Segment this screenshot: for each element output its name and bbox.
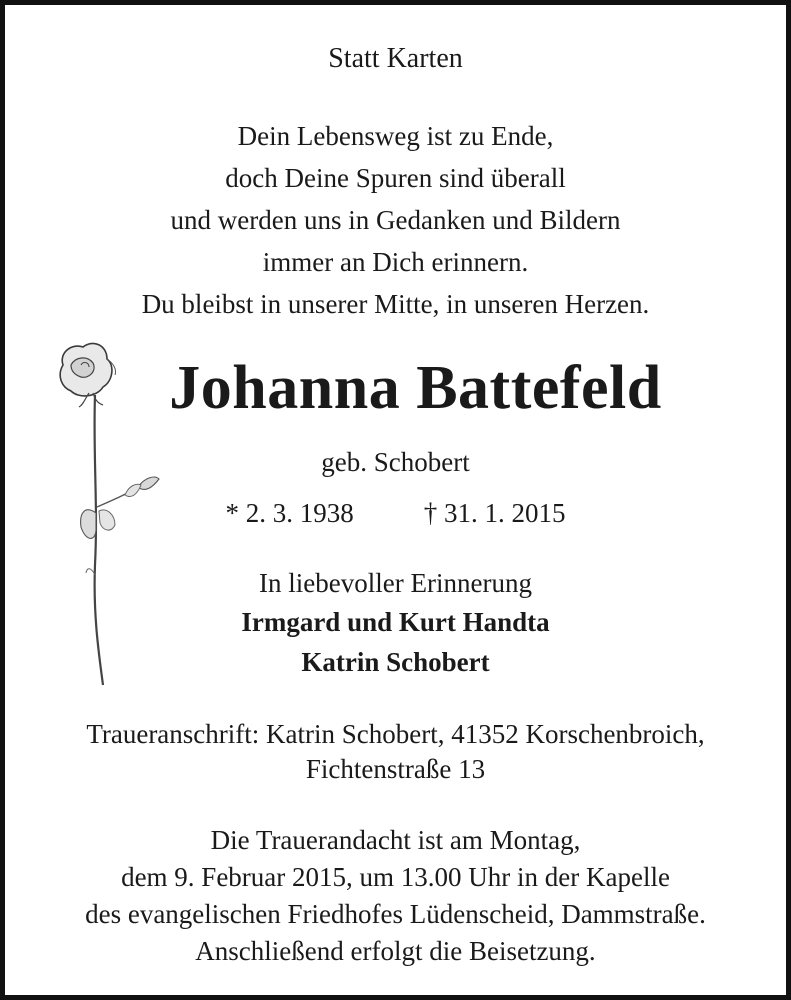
heading: Statt Karten xyxy=(328,43,463,74)
service-info: des evangelischen Friedhofes Lüdenscheid, Dammstraße. xyxy=(85,899,706,929)
family-name: Irmgard und Kurt Handta xyxy=(241,607,550,637)
birth-name: geb. Schobert xyxy=(321,447,470,477)
poem-line: Du bleibst in unserer Mitte, in unseren Herzen. xyxy=(141,289,650,319)
death-date: † 31. 1. 2015 xyxy=(423,498,566,528)
poem-line: doch Deine Spuren sind überall xyxy=(225,163,566,193)
poem-line: und werden uns in Gedanken und Bildern xyxy=(170,205,621,235)
poem-line: Dein Lebensweg ist zu Ende, xyxy=(237,121,554,151)
service-info: Die Trauerandacht ist am Montag, xyxy=(210,825,581,855)
poem xyxy=(5,115,786,325)
poem-line: immer an Dich erinnern. xyxy=(262,247,529,277)
mourning-address: Fichtenstraße 13 xyxy=(305,754,486,784)
life-dates xyxy=(5,493,786,533)
mourning-address: Traueranschrift: Katrin Schobert, 41352 Korschenbroich, xyxy=(86,719,705,749)
deceased-name: Johanna Battefeld xyxy=(169,354,662,422)
remembrance-intro: In liebevoller Erinnerung xyxy=(259,568,532,598)
service-info: Anschließend erfolgt die Beisetzung. xyxy=(195,936,596,966)
family-name: Katrin Schobert xyxy=(301,647,490,677)
birth-date: * 2. 3. 1938 xyxy=(225,498,354,528)
service-info: dem 9. Februar 2015, um 13.00 Uhr in der Kapelle xyxy=(121,862,670,892)
